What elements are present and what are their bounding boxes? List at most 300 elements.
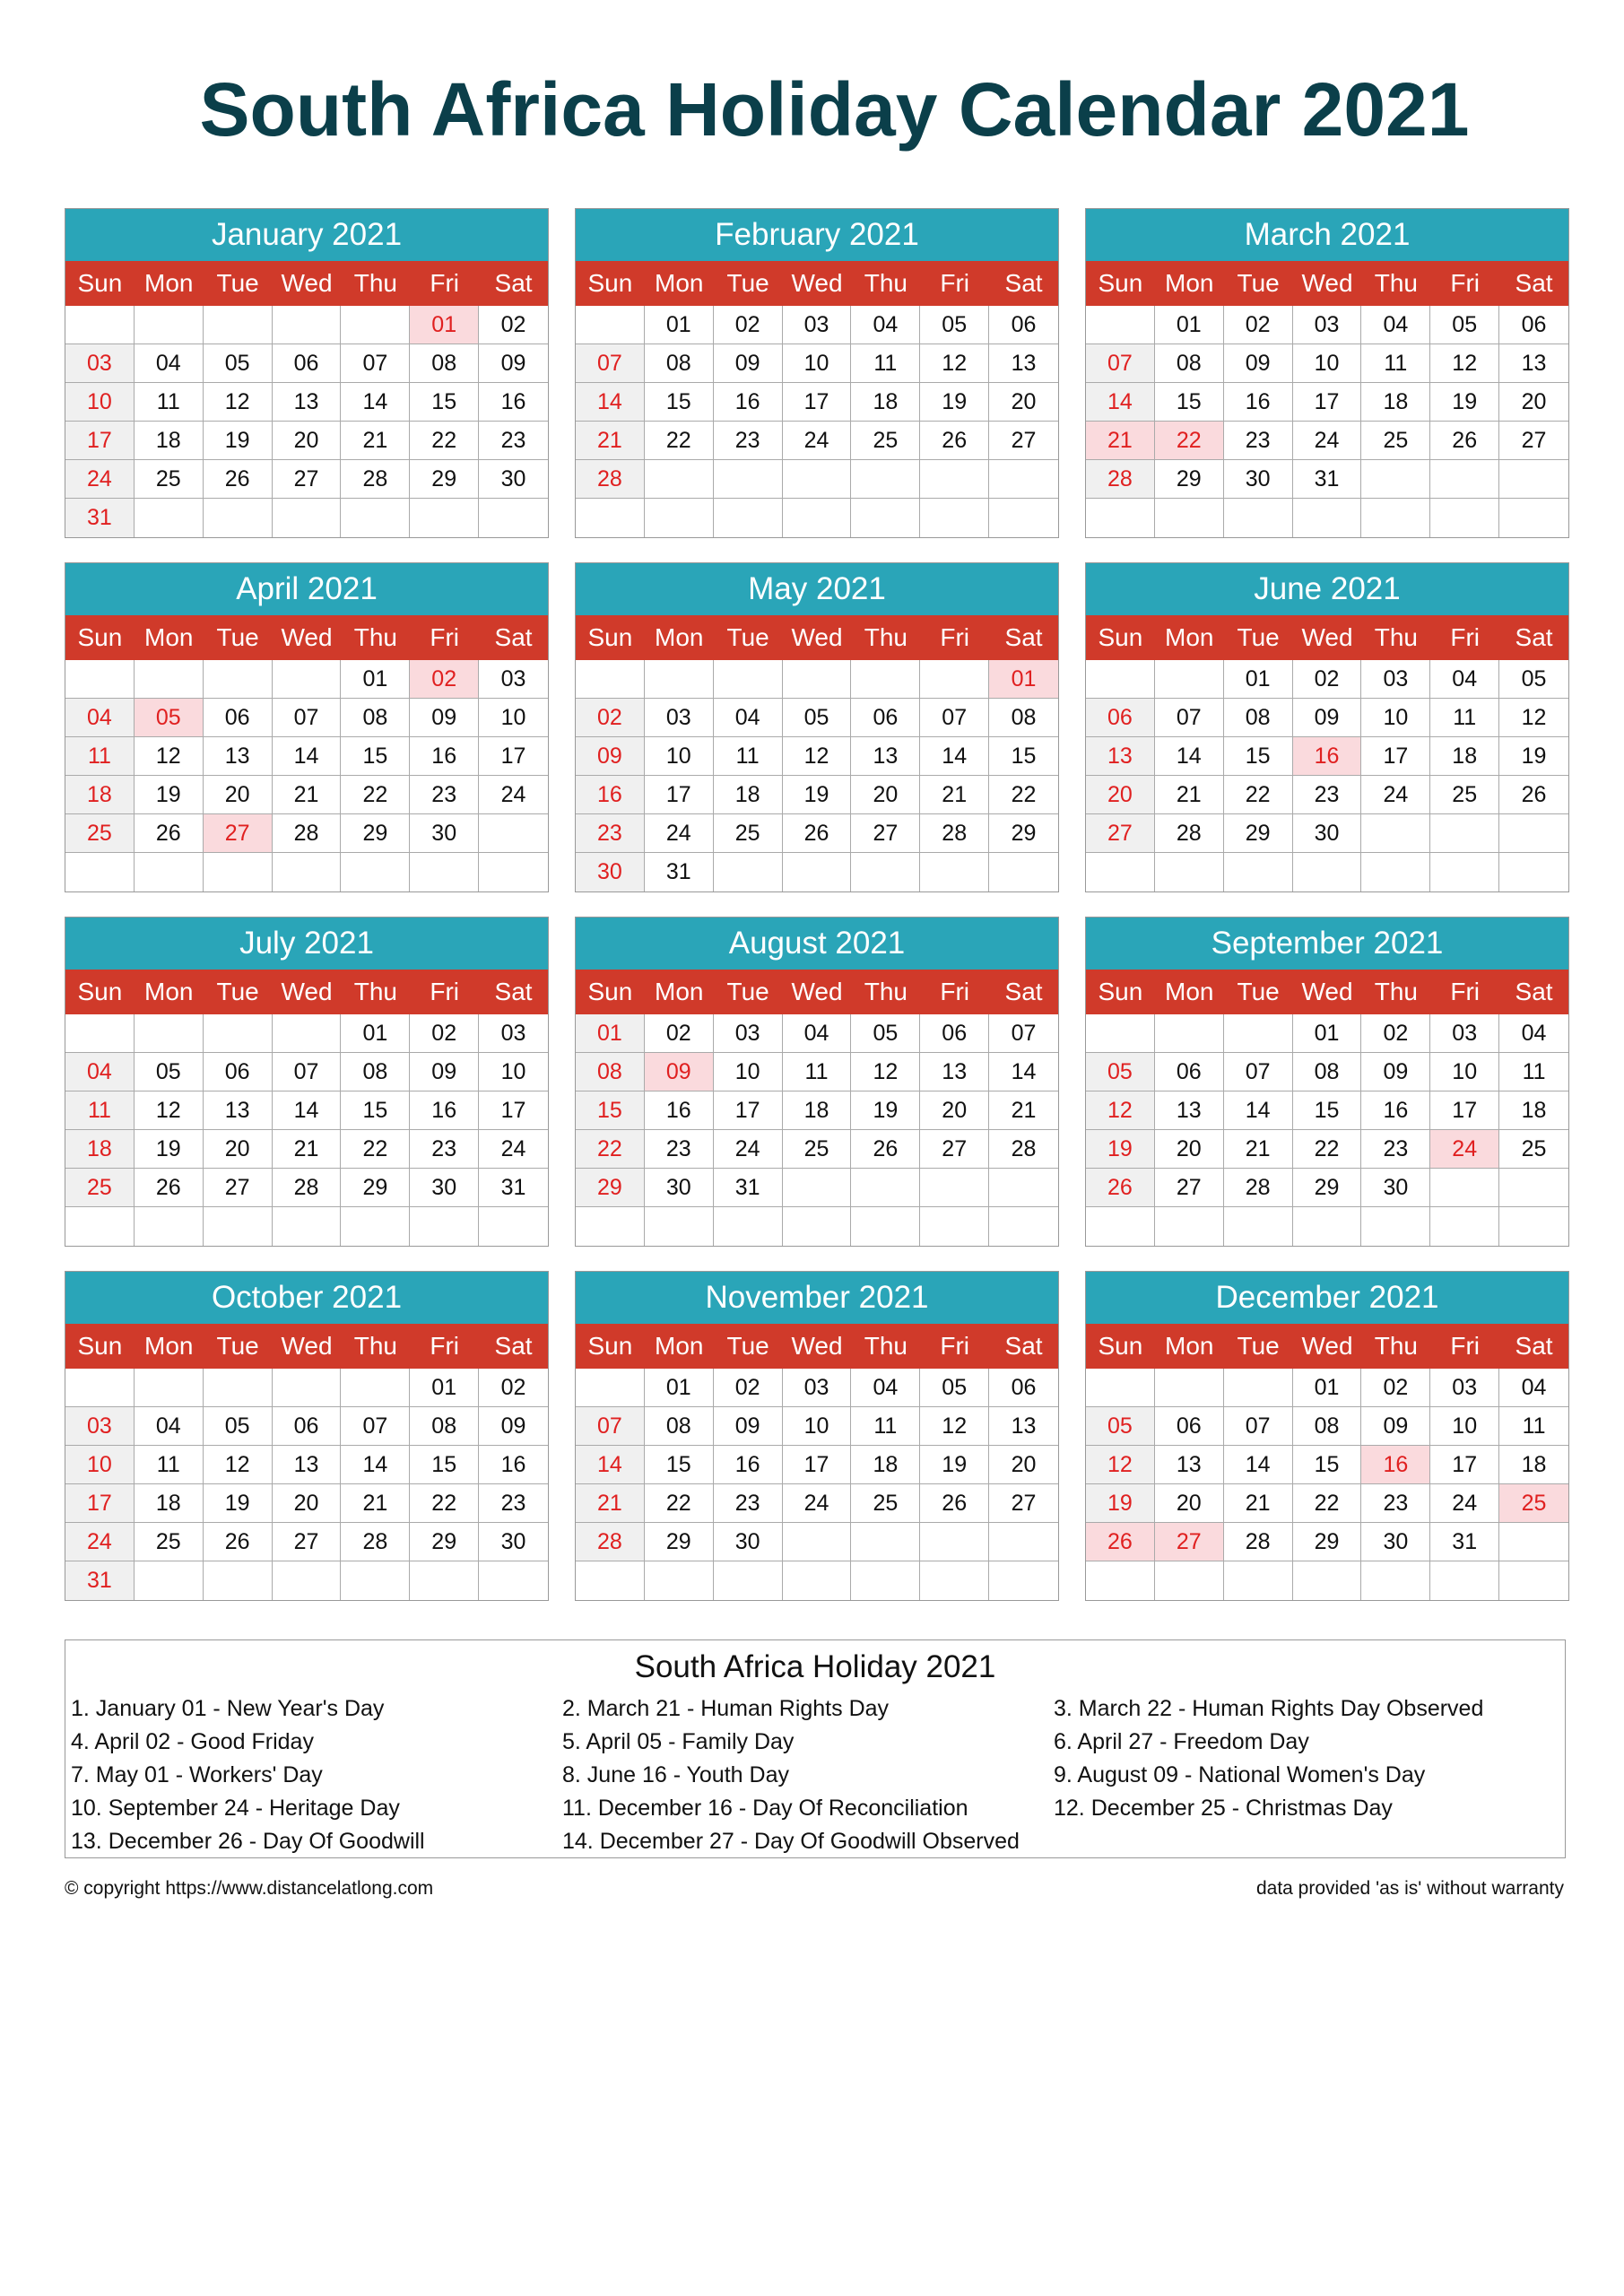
day-cell: 02 — [1293, 660, 1362, 699]
empty-cell — [645, 660, 714, 699]
holiday-list-box — [65, 1639, 1566, 1858]
empty-cell — [479, 499, 548, 537]
day-cell: 30 — [576, 853, 645, 891]
day-grid — [576, 660, 1058, 891]
day-grid — [1086, 1014, 1568, 1246]
day-cell: 30 — [410, 1169, 479, 1207]
empty-cell — [479, 1561, 548, 1600]
weekday-label: Thu — [864, 1332, 908, 1360]
empty-cell — [273, 306, 342, 344]
weekday-label: Mon — [1165, 978, 1214, 1005]
day-cell: 08 — [410, 1407, 479, 1446]
day-cell: 21 — [576, 1484, 645, 1523]
weekday-label: Tue — [216, 269, 259, 297]
day-cell: 11 — [851, 344, 920, 383]
month-calendar — [575, 562, 1059, 892]
weekday-header — [1086, 1324, 1568, 1369]
day-cell: 22 — [1224, 776, 1293, 814]
empty-cell — [920, 460, 989, 499]
day-cell: 12 — [1430, 344, 1499, 383]
day-cell: 19 — [1430, 383, 1499, 422]
day-cell: 23 — [1361, 1130, 1430, 1169]
day-cell: 31 — [1430, 1523, 1499, 1561]
day-cell: 01 — [645, 1369, 714, 1407]
weekday-label: Wed — [1301, 1332, 1353, 1360]
day-cell: 04 — [1361, 306, 1430, 344]
day-grid — [1086, 660, 1568, 891]
empty-cell — [576, 660, 645, 699]
day-cell: 08 — [341, 1053, 410, 1091]
day-cell: 03 — [783, 1369, 852, 1407]
weekday-label: Sun — [77, 978, 123, 1005]
empty-cell — [1155, 1369, 1224, 1407]
weekday-label: Fri — [1450, 269, 1481, 297]
empty-cell — [273, 853, 342, 891]
weekday-label: Wed — [1301, 269, 1353, 297]
day-cell: 14 — [341, 1446, 410, 1484]
day-cell: 20 — [1086, 776, 1155, 814]
weekday-label: Sat — [1004, 1332, 1043, 1360]
weekday-label: Fri — [430, 978, 460, 1005]
day-cell: 29 — [410, 460, 479, 499]
day-cell: 24 — [1430, 1484, 1499, 1523]
month-title: November 2021 — [576, 1272, 1058, 1324]
day-cell: 16 — [1224, 383, 1293, 422]
day-cell: 27 — [989, 1484, 1058, 1523]
weekday-label: Tue — [726, 623, 769, 651]
day-cell: 04 — [714, 699, 783, 737]
empty-cell — [1293, 499, 1362, 537]
weekday-label: Thu — [864, 623, 908, 651]
day-cell: 15 — [341, 737, 410, 776]
day-cell: 15 — [1293, 1446, 1362, 1484]
empty-cell — [273, 660, 342, 699]
weekday-label: Sun — [587, 623, 633, 651]
day-cell: 26 — [1430, 422, 1499, 460]
day-cell: 06 — [989, 1369, 1058, 1407]
day-cell: 01 — [1155, 306, 1224, 344]
empty-cell — [273, 1014, 342, 1053]
day-cell: 17 — [1361, 737, 1430, 776]
month-calendar — [65, 917, 549, 1247]
day-cell: 16 — [714, 1446, 783, 1484]
holiday-item: 8. June 16 - Youth Day — [562, 1762, 789, 1787]
weekday-label: Wed — [791, 978, 843, 1005]
day-cell: 16 — [479, 383, 548, 422]
day-cell: 17 — [65, 422, 135, 460]
day-cell: 30 — [1361, 1169, 1430, 1207]
day-cell: 16 — [479, 1446, 548, 1484]
day-cell: 24 — [65, 460, 135, 499]
empty-cell — [479, 814, 548, 853]
day-cell: 08 — [645, 344, 714, 383]
day-cell: 18 — [783, 1091, 852, 1130]
weekday-label: Sat — [1004, 623, 1043, 651]
empty-cell — [920, 853, 989, 891]
day-cell: 22 — [410, 422, 479, 460]
day-cell: 28 — [576, 460, 645, 499]
day-cell: 03 — [479, 1014, 548, 1053]
holiday-item: 12. December 25 - Christmas Day — [1054, 1796, 1393, 1821]
day-cell: 09 — [410, 1053, 479, 1091]
day-cell: 05 — [135, 1053, 204, 1091]
day-cell: 01 — [341, 660, 410, 699]
day-cell: 19 — [920, 383, 989, 422]
empty-cell — [1361, 1561, 1430, 1600]
day-cell: 23 — [714, 1484, 783, 1523]
day-cell: 27 — [920, 1130, 989, 1169]
day-cell: 21 — [273, 776, 342, 814]
day-cell: 10 — [1361, 699, 1430, 737]
holiday-item: 5. April 05 - Family Day — [562, 1729, 795, 1754]
day-cell: 25 — [1499, 1130, 1568, 1169]
day-cell: 04 — [1499, 1014, 1568, 1053]
holiday-item: 9. August 09 - National Women's Day — [1054, 1762, 1426, 1787]
month-calendar — [575, 208, 1059, 538]
day-cell: 14 — [576, 383, 645, 422]
day-cell: 10 — [1293, 344, 1362, 383]
day-cell: 11 — [135, 1446, 204, 1484]
day-cell: 23 — [645, 1130, 714, 1169]
empty-cell — [1086, 660, 1155, 699]
day-cell: 02 — [479, 1369, 548, 1407]
day-cell: 09 — [1224, 344, 1293, 383]
day-cell: 14 — [1086, 383, 1155, 422]
day-cell: 28 — [1224, 1169, 1293, 1207]
weekday-label: Sat — [1515, 623, 1553, 651]
day-cell: 27 — [1499, 422, 1568, 460]
day-cell: 15 — [341, 1091, 410, 1130]
day-cell: 19 — [204, 1484, 273, 1523]
empty-cell — [783, 499, 852, 537]
empty-cell — [783, 1523, 852, 1561]
empty-cell — [714, 853, 783, 891]
day-cell: 24 — [714, 1130, 783, 1169]
day-cell: 28 — [989, 1130, 1058, 1169]
empty-cell — [1499, 1207, 1568, 1246]
weekday-label: Tue — [726, 978, 769, 1005]
weekday-header — [576, 1324, 1058, 1369]
empty-cell — [204, 1561, 273, 1600]
month-calendar — [1085, 208, 1569, 538]
day-grid — [65, 306, 548, 537]
empty-cell — [576, 499, 645, 537]
weekday-label: Fri — [940, 1332, 970, 1360]
empty-cell — [576, 1561, 645, 1600]
day-cell: 05 — [135, 699, 204, 737]
weekday-label: Fri — [430, 623, 460, 651]
day-cell: 19 — [1086, 1130, 1155, 1169]
day-cell: 21 — [341, 422, 410, 460]
empty-cell — [920, 1561, 989, 1600]
empty-cell — [1499, 499, 1568, 537]
day-cell: 07 — [1224, 1407, 1293, 1446]
empty-cell — [1155, 660, 1224, 699]
day-cell: 31 — [714, 1169, 783, 1207]
day-cell: 12 — [1086, 1446, 1155, 1484]
day-cell: 26 — [920, 422, 989, 460]
day-cell: 12 — [1499, 699, 1568, 737]
weekday-label: Sat — [1004, 269, 1043, 297]
day-cell: 26 — [204, 460, 273, 499]
empty-cell — [204, 1369, 273, 1407]
day-cell: 04 — [851, 1369, 920, 1407]
day-cell: 13 — [273, 383, 342, 422]
day-cell: 15 — [576, 1091, 645, 1130]
day-cell: 03 — [1430, 1014, 1499, 1053]
day-cell: 31 — [1293, 460, 1362, 499]
empty-cell — [65, 1014, 135, 1053]
empty-cell — [714, 660, 783, 699]
day-cell: 24 — [783, 422, 852, 460]
day-cell: 08 — [1224, 699, 1293, 737]
empty-cell — [135, 1207, 204, 1246]
day-cell: 25 — [1430, 776, 1499, 814]
day-cell: 31 — [645, 853, 714, 891]
day-cell: 02 — [1361, 1369, 1430, 1407]
day-cell: 03 — [783, 306, 852, 344]
empty-cell — [273, 1561, 342, 1600]
day-cell: 04 — [1430, 660, 1499, 699]
day-cell: 10 — [65, 383, 135, 422]
day-cell: 16 — [1361, 1091, 1430, 1130]
weekday-label: Wed — [791, 1332, 843, 1360]
day-cell: 14 — [341, 383, 410, 422]
holiday-item: 6. April 27 - Freedom Day — [1054, 1729, 1309, 1754]
day-cell: 30 — [1293, 814, 1362, 853]
day-cell: 27 — [1086, 814, 1155, 853]
weekday-label: Sat — [1515, 978, 1553, 1005]
empty-cell — [714, 460, 783, 499]
day-cell: 26 — [920, 1484, 989, 1523]
empty-cell — [135, 499, 204, 537]
day-cell: 24 — [1430, 1130, 1499, 1169]
day-cell: 01 — [1293, 1014, 1362, 1053]
day-cell: 14 — [576, 1446, 645, 1484]
day-cell: 10 — [783, 1407, 852, 1446]
day-cell: 28 — [273, 814, 342, 853]
day-cell: 19 — [851, 1091, 920, 1130]
day-cell: 22 — [410, 1484, 479, 1523]
day-cell: 20 — [273, 1484, 342, 1523]
day-cell: 12 — [783, 737, 852, 776]
weekday-label: Sat — [494, 978, 533, 1005]
empty-cell — [1499, 1561, 1568, 1600]
empty-cell — [135, 306, 204, 344]
day-cell: 30 — [645, 1169, 714, 1207]
day-grid — [576, 306, 1058, 537]
day-cell: 27 — [204, 814, 273, 853]
empty-cell — [1224, 1207, 1293, 1246]
month-calendar — [1085, 562, 1569, 892]
day-cell: 10 — [714, 1053, 783, 1091]
day-cell: 04 — [135, 1407, 204, 1446]
day-cell: 24 — [645, 814, 714, 853]
day-cell: 17 — [783, 1446, 852, 1484]
day-cell: 26 — [1086, 1169, 1155, 1207]
empty-cell — [410, 1561, 479, 1600]
day-cell: 29 — [410, 1523, 479, 1561]
day-grid — [65, 1369, 548, 1600]
day-cell: 03 — [1430, 1369, 1499, 1407]
day-cell: 07 — [576, 344, 645, 383]
day-cell: 14 — [273, 1091, 342, 1130]
day-cell: 22 — [1293, 1130, 1362, 1169]
weekday-label: Tue — [1237, 978, 1280, 1005]
empty-cell — [851, 1523, 920, 1561]
day-cell: 08 — [576, 1053, 645, 1091]
day-cell: 27 — [851, 814, 920, 853]
day-cell: 23 — [1224, 422, 1293, 460]
day-cell: 27 — [273, 1523, 342, 1561]
weekday-label: Fri — [1450, 978, 1481, 1005]
empty-cell — [273, 499, 342, 537]
weekday-label: Fri — [430, 1332, 460, 1360]
weekday-label: Mon — [655, 978, 704, 1005]
empty-cell — [1361, 1207, 1430, 1246]
day-cell: 09 — [1361, 1407, 1430, 1446]
day-cell: 25 — [135, 1523, 204, 1561]
day-cell: 12 — [135, 737, 204, 776]
day-cell: 18 — [135, 422, 204, 460]
empty-cell — [1155, 1207, 1224, 1246]
day-cell: 07 — [1155, 699, 1224, 737]
month-calendar — [65, 562, 549, 892]
month-title: May 2021 — [576, 563, 1058, 615]
day-cell: 16 — [714, 383, 783, 422]
day-cell: 07 — [341, 344, 410, 383]
empty-cell — [1224, 1014, 1293, 1053]
day-cell: 25 — [135, 460, 204, 499]
day-cell: 20 — [273, 422, 342, 460]
day-cell: 20 — [1155, 1484, 1224, 1523]
day-cell: 27 — [1155, 1169, 1224, 1207]
day-cell: 05 — [204, 344, 273, 383]
empty-cell — [1155, 1561, 1224, 1600]
day-cell: 18 — [135, 1484, 204, 1523]
empty-cell — [1430, 814, 1499, 853]
empty-cell — [645, 460, 714, 499]
empty-cell — [1430, 853, 1499, 891]
day-cell: 21 — [989, 1091, 1058, 1130]
day-cell: 10 — [645, 737, 714, 776]
day-cell: 20 — [989, 1446, 1058, 1484]
day-cell: 18 — [1499, 1091, 1568, 1130]
empty-cell — [851, 460, 920, 499]
day-cell: 17 — [479, 1091, 548, 1130]
empty-cell — [989, 853, 1058, 891]
month-title: April 2021 — [65, 563, 548, 615]
empty-cell — [204, 1207, 273, 1246]
day-cell: 19 — [920, 1446, 989, 1484]
day-cell: 22 — [1155, 422, 1224, 460]
day-cell: 13 — [273, 1446, 342, 1484]
empty-cell — [1430, 460, 1499, 499]
day-cell: 18 — [65, 1130, 135, 1169]
weekday-label: Thu — [1374, 978, 1418, 1005]
weekday-label: Sun — [77, 269, 123, 297]
day-cell: 14 — [920, 737, 989, 776]
day-cell: 21 — [1155, 776, 1224, 814]
day-cell: 06 — [851, 699, 920, 737]
empty-cell — [1086, 1561, 1155, 1600]
holiday-item: 7. May 01 - Workers' Day — [71, 1762, 323, 1787]
empty-cell — [1499, 1169, 1568, 1207]
day-cell: 16 — [1361, 1446, 1430, 1484]
day-cell: 08 — [989, 699, 1058, 737]
day-cell: 05 — [920, 306, 989, 344]
empty-cell — [783, 1207, 852, 1246]
empty-cell — [576, 306, 645, 344]
day-cell: 12 — [920, 344, 989, 383]
day-cell: 18 — [851, 383, 920, 422]
day-cell: 03 — [479, 660, 548, 699]
day-cell: 15 — [645, 1446, 714, 1484]
weekday-label: Sun — [77, 623, 123, 651]
day-cell: 19 — [1086, 1484, 1155, 1523]
day-cell: 02 — [645, 1014, 714, 1053]
weekday-label: Thu — [864, 978, 908, 1005]
day-cell: 01 — [1224, 660, 1293, 699]
empty-cell — [341, 853, 410, 891]
day-cell: 18 — [1430, 737, 1499, 776]
day-cell: 27 — [1155, 1523, 1224, 1561]
day-cell: 06 — [273, 344, 342, 383]
day-cell: 03 — [1361, 660, 1430, 699]
empty-cell — [1224, 853, 1293, 891]
day-cell: 13 — [1155, 1446, 1224, 1484]
day-cell: 09 — [576, 737, 645, 776]
day-cell: 17 — [1293, 383, 1362, 422]
warranty-text: data provided 'as is' without warranty — [1255, 1878, 1564, 1899]
day-cell: 23 — [576, 814, 645, 853]
day-cell: 25 — [1361, 422, 1430, 460]
weekday-label: Mon — [1165, 623, 1214, 651]
empty-cell — [410, 853, 479, 891]
empty-cell — [1293, 1561, 1362, 1600]
day-grid — [65, 1014, 548, 1246]
empty-cell — [273, 1369, 342, 1407]
month-calendar — [1085, 1271, 1569, 1601]
weekday-label: Thu — [864, 269, 908, 297]
month-title: July 2021 — [65, 918, 548, 970]
empty-cell — [783, 460, 852, 499]
day-cell: 18 — [1499, 1446, 1568, 1484]
weekday-label: Sat — [1515, 269, 1553, 297]
day-cell: 25 — [65, 1169, 135, 1207]
day-cell: 02 — [1361, 1014, 1430, 1053]
day-cell: 11 — [783, 1053, 852, 1091]
empty-cell — [576, 1207, 645, 1246]
day-cell: 06 — [273, 1407, 342, 1446]
weekday-header — [65, 1324, 548, 1369]
empty-cell — [1293, 853, 1362, 891]
day-cell: 07 — [341, 1407, 410, 1446]
day-cell: 23 — [1293, 776, 1362, 814]
day-grid — [65, 660, 548, 891]
weekday-label: Sun — [587, 1332, 633, 1360]
holiday-item: 2. March 21 - Human Rights Day — [562, 1696, 890, 1721]
day-cell: 14 — [989, 1053, 1058, 1091]
weekday-label: Wed — [281, 1332, 333, 1360]
day-cell: 12 — [851, 1053, 920, 1091]
weekday-label: Mon — [655, 623, 704, 651]
day-cell: 20 — [989, 383, 1058, 422]
day-cell: 02 — [1224, 306, 1293, 344]
empty-cell — [851, 1169, 920, 1207]
weekday-label: Fri — [940, 269, 970, 297]
day-cell: 01 — [410, 306, 479, 344]
